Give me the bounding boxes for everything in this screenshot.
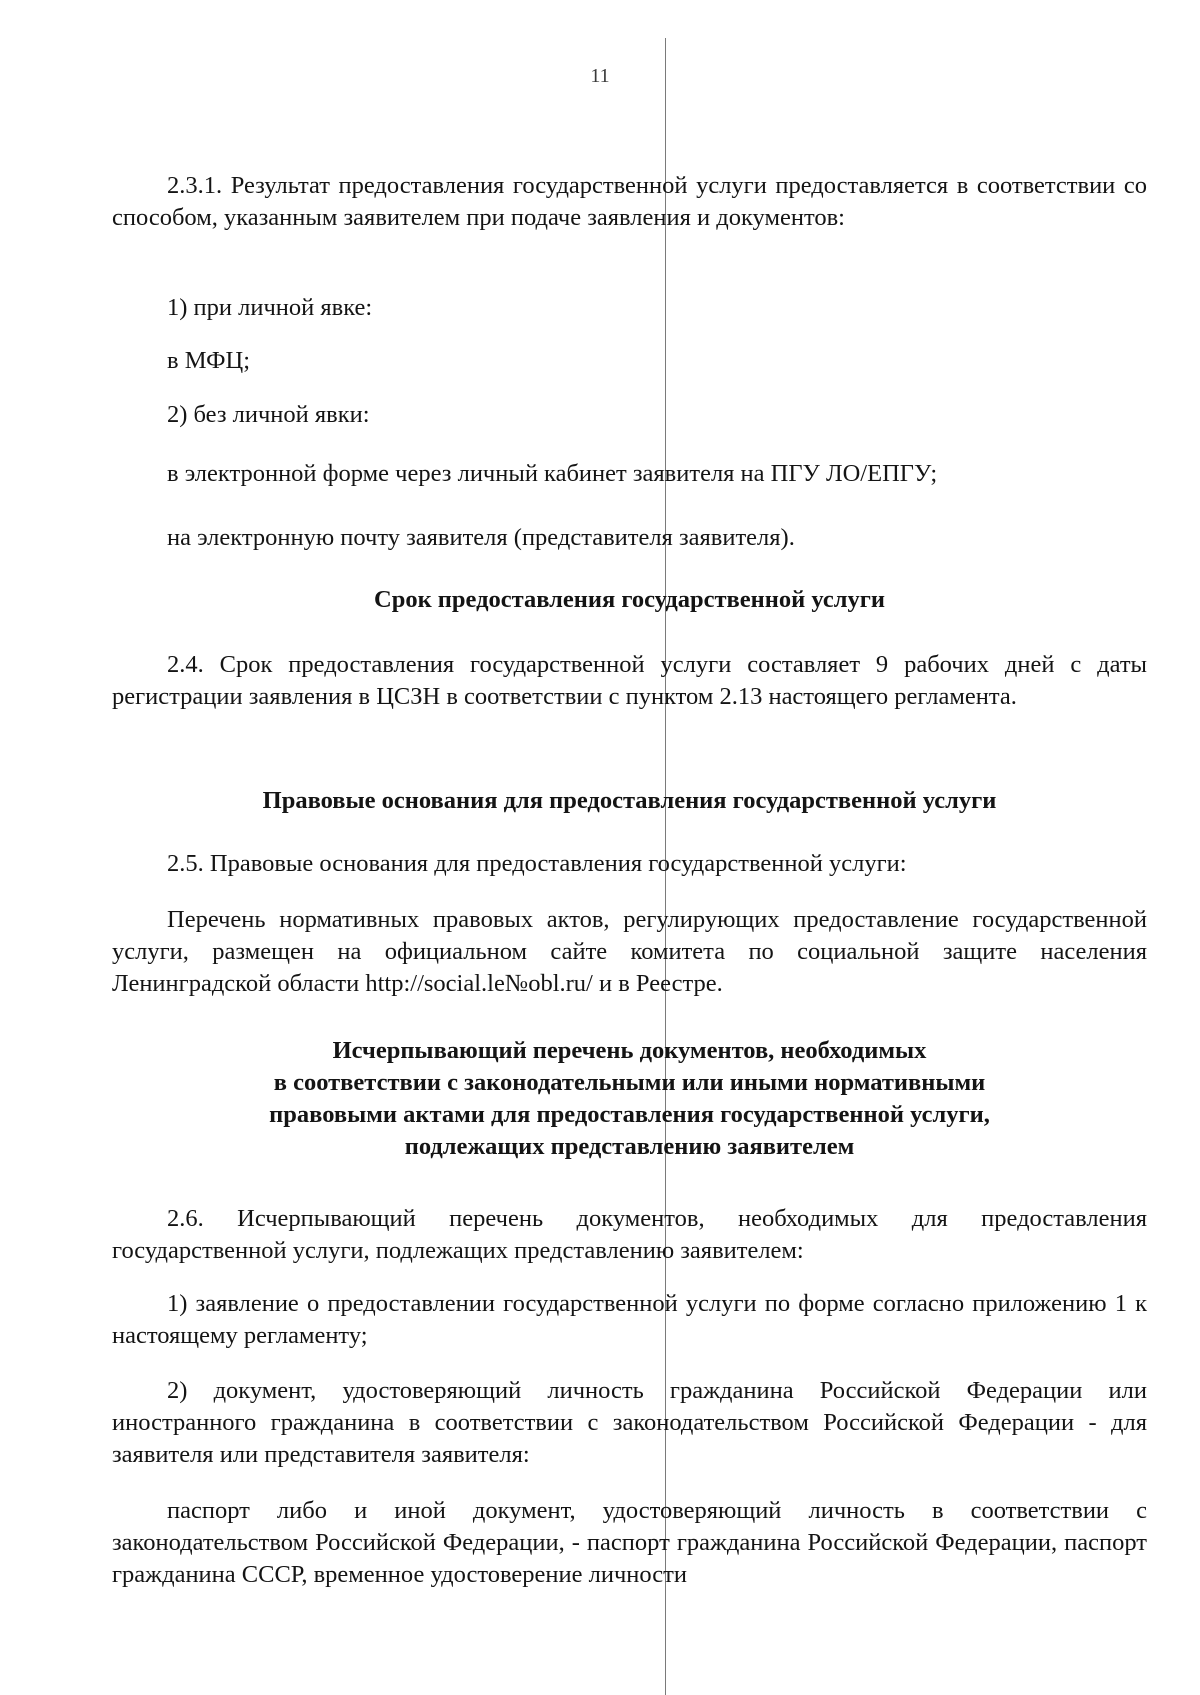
paragraph-2-4: 2.4. Срок предоставления государственной услуги составляет 9 рабочих дней с даты регистрации заявления в ЦСЗН в соответствии с пунктом 2.13 настоящего регламента. [112,651,1147,710]
heading-documents-line-4: подлежащих представлению заявителем [404,1133,855,1160]
paragraph-mfc: в МФЦ; [167,347,251,374]
heading-service-term: Срок предоставления государственной услуги [374,586,885,613]
paragraph-document-2: 2) документ, удостоверяющий личность гражданина Российской Федерации или иностранного гражданина в соответствии с законодательством Российской Федерации - для заявителя или представителя заявителя: [112,1377,1147,1468]
heading-legal-grounds: Правовые основания для предоставления государственной услуги [262,787,997,814]
heading-documents-line-2: в соответствии с законодательными или иными нормативными [273,1069,986,1096]
heading-documents-line-1: Исчерпывающий перечень документов, необходимых [332,1037,927,1064]
paragraph-passport: паспорт либо и иной документ, удостоверяющий личность в соответствии с законодательством Российской Федерации, - паспорт гражданина Российской Федерации, паспорт гражданина СССР, временное удостоверение личности [112,1497,1147,1588]
paragraph-document-1: 1) заявление о предоставлении государственной услуги по форме согласно приложению 1 к настоящему регламенту; [112,1290,1147,1349]
paragraph-list-of-acts: Перечень нормативных правовых актов, регулирующих предоставление государственной услуги, размещен на официальном сайте комитета по социальной защите населения Ленинградской области http://social.le№obl.ru/ и в Реестре. [112,906,1147,997]
page-number: 11 [590,65,610,87]
heading-documents-list [112,1035,1147,1163]
paragraph-no-personal-visit: 2) без личной явки: [167,401,370,428]
paragraph-personal-visit: 1) при личной явке: [167,294,373,321]
paragraph-2-6: 2.6. Исчерпывающий перечень документов, необходимых для предоставления государственной услуги, подлежащих представлению заявителем: [112,1205,1147,1264]
heading-documents-line-3: правовыми актами для предоставления государственной услуги, [269,1101,990,1128]
paragraph-email: на электронную почту заявителя (представителя заявителя). [167,524,795,551]
paragraph-electronic-form: в электронной форме через личный кабинет заявителя на ПГУ ЛО/ЕПГУ; [167,460,938,487]
paragraph-2-5: 2.5. Правовые основания для предоставления государственной услуги: [167,850,907,877]
paragraph-2-3-1: 2.3.1. Результат предоставления государственной услуги предоставляется в соответствии со способом, указанным заявителем при подаче заявления и документов: [112,172,1147,231]
